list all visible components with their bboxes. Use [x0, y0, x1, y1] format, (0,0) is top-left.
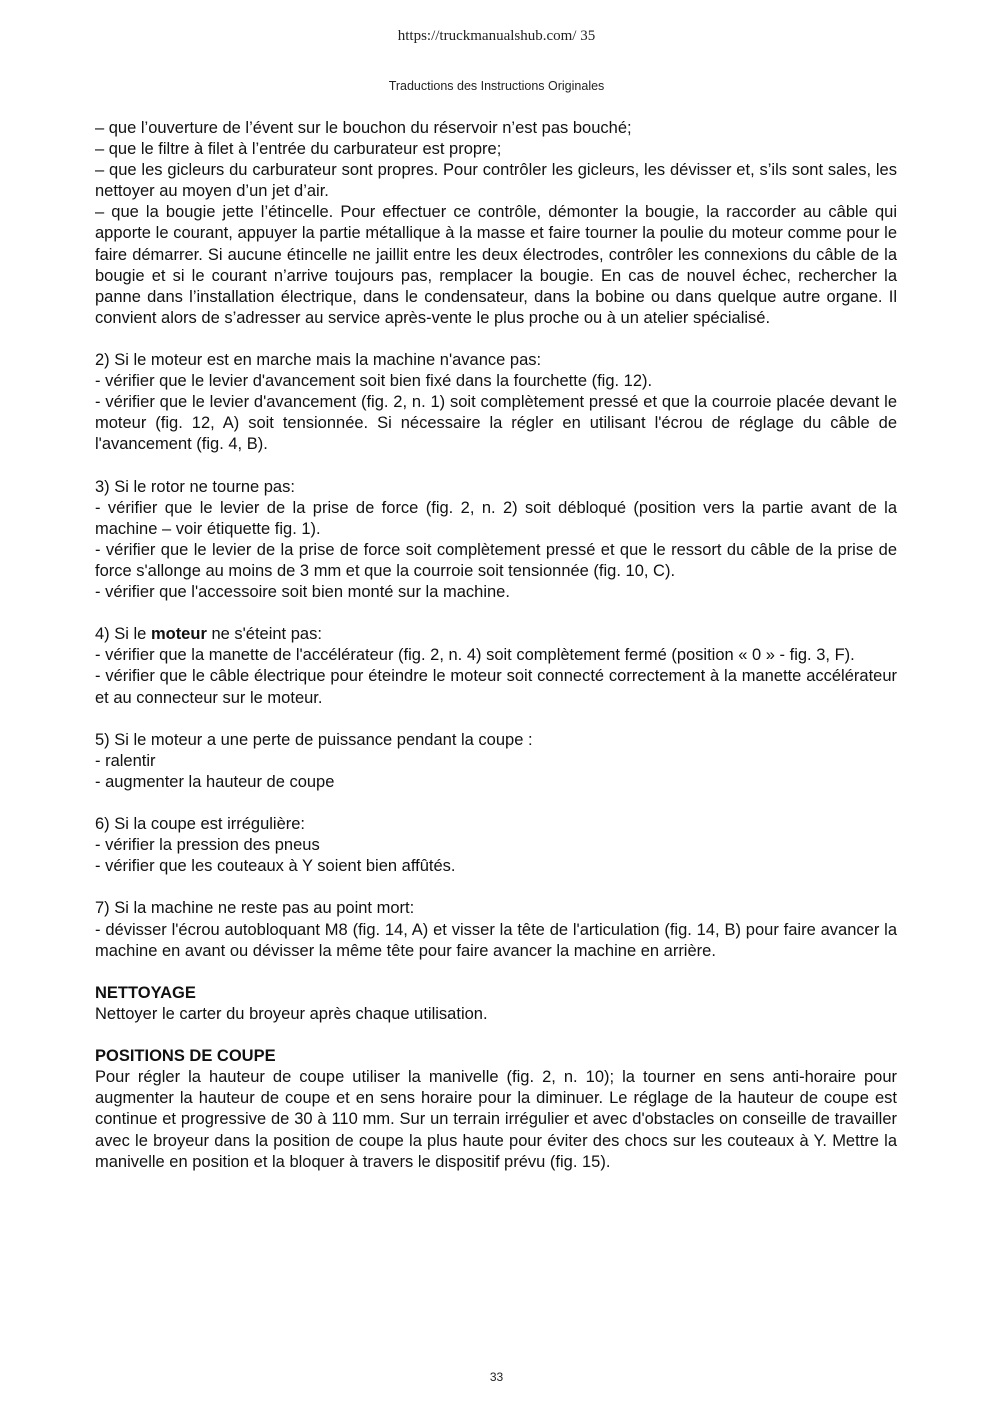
section-4-item: - vérifier que la manette de l'accélérateur (fig. 2, n. 4) soit complètement fermé (position « 0 » - fig. 3, F). [95, 646, 855, 665]
cutting-heading: POSITIONS DE COUPE [95, 1047, 276, 1066]
section-6-title: 6) Si la coupe est irrégulière: [95, 815, 306, 834]
document-subtitle: Traductions des Instructions Originales [388, 79, 605, 93]
section-4-bold: moteur [150, 625, 207, 644]
section-3-item: - vérifier que l'accessoire soit bien monté sur la machine. [95, 583, 510, 602]
section-5-item: - ralentir [95, 751, 156, 770]
section-3-title: 3) Si le rotor ne tourne pas: [95, 477, 295, 496]
section-5-title: 5) Si le moteur a une perte de puissance pendant la coupe : [95, 730, 533, 749]
section-6-item: - vérifier que les couteaux à Y soient bien affûtés. [95, 857, 456, 876]
section-3-item: - vérifier que le levier de la prise de force (fig. 2, n. 2) soit débloqué (position vers la partie avant de la machine – voir étiquette fig. 1). [95, 498, 897, 538]
section-4-prefix: 4) Si le [95, 625, 151, 644]
section-7-title: 7) Si la machine ne reste pas au point mort: [95, 899, 415, 918]
section-2-item: - vérifier que le levier d'avancement soit bien fixé dans la fourchette (fig. 12). [95, 372, 653, 391]
page-content [95, 118, 897, 1173]
check-line: – que les gicleurs du carburateur sont propres. Pour contrôler les gicleurs, les dévisser et, s’ils sont sales, les nettoyer au moyen d’un jet d’air. [95, 161, 897, 201]
section-7-item: - dévisser l'écrou autobloquant M8 (fig. 14, A) et visser la tête de l'articulation (fig. 14, B) pour faire avancer la machine en avant ou dévisser la même tête pour faire avancer la machine en arrière. [95, 920, 897, 960]
section-6-item: - vérifier la pression des pneus [95, 836, 320, 855]
check-line: – que la bougie jette l’étincelle. Pour effectuer ce contrôle, démonter la bougie, la raccorder au câble qui apporte le courant, appuyer la partie métallique à la masse et faire tourner la poulie du moteur comme pour le faire démarrer. Si aucune étincelle ne jaillit entre les deux électrodes, contrôler les connexions du câble de la bougie et si le courant n’arrive toujours pas, remplacer la bougie. En cas de nouvel échec, rechercher la panne dans l’installation électrique, dans le condensateur, dans la bobine ou dans quelque autre organe. Il convient alors de s’adresser au service après-vente le plus proche ou à un atelier spécialisé. [95, 203, 897, 327]
cleaning-heading: NETTOYAGE [95, 983, 196, 1002]
section-4-item: - vérifier que le câble électrique pour éteindre le moteur soit connecté correctement à la manette accélérateur et au connecteur sur le moteur. [95, 667, 897, 707]
cleaning-text: Nettoyer le carter du broyeur après chaque utilisation. [95, 1004, 488, 1023]
source-url: https://truckmanualshub.com/ 35 [397, 28, 596, 44]
page-number: 33 [489, 1370, 504, 1384]
check-line: – que le filtre à filet à l’entrée du carburateur est propre; [95, 140, 502, 159]
section-3-item: - vérifier que le levier de la prise de force soit complètement pressé et que le ressort du câble de la prise de force s'allonge au moins de 3 mm et que la courroie soit tensionnée (fig. 10, C). [95, 540, 897, 580]
section-4-title [95, 624, 897, 645]
check-line: – que l’ouverture de l’évent sur le bouchon du réservoir n’est pas bouché; [95, 119, 632, 137]
section-2-item: - vérifier que le levier d'avancement (fig. 2, n. 1) soit complètement pressé et que la courroie placée devant le moteur (fig. 12, A) soit tensionnée. Si nécessaire la régler en utilisant l'écrou de réglage du câble de l'avancement (fig. 4, B). [95, 393, 897, 454]
cutting-text: Pour régler la hauteur de coupe utiliser la manivelle (fig. 2, n. 10); la tourner en sens anti-horaire pour augmenter la hauteur de coupe et en sens horaire pour la diminuer. Le réglage de la hauteur de coupe est continue et progressive de 30 à 110 mm. Sur un terrain irrégulier et avec d'obstacles on conseille de travailler avec le broyeur dans la position de coupe la plus haute pour éviter des chocs sur les couteaux à Y. Mettre la manivelle en position et la bloquer à travers le dispositif prévu (fig. 15). [95, 1068, 897, 1171]
section-2-title: 2) Si le moteur est en marche mais la machine n'avance pas: [95, 351, 542, 370]
section-4-suffix: ne s'éteint pas: [206, 625, 322, 644]
section-5-item: - augmenter la hauteur de coupe [95, 772, 335, 791]
